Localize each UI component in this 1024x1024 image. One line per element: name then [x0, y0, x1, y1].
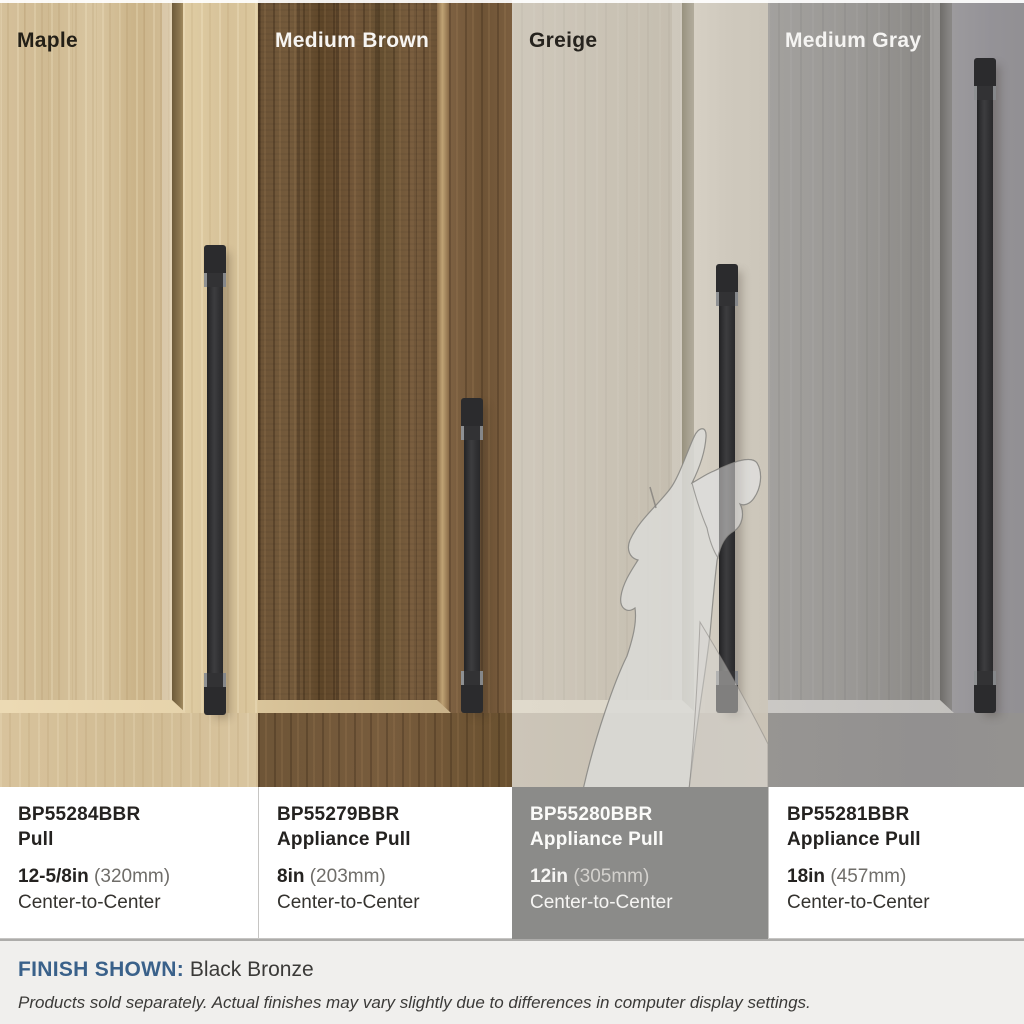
size-inches: 12in: [530, 866, 569, 887]
product-info-medium-gray: [768, 787, 1024, 939]
size-line: [18, 864, 248, 890]
product-type: Pull: [18, 829, 54, 850]
appliance-pull-handle: [204, 245, 226, 715]
finish-column-medium-gray: [768, 0, 1024, 787]
appliance-pull-handle: [461, 398, 483, 713]
center-to-center-label: Center-to-Center: [18, 892, 161, 913]
door-gap-shadow: [172, 0, 183, 713]
hand-fingers-overlay: [575, 418, 768, 787]
panel-bottom-bevel: [258, 700, 451, 713]
top-edge-highlight: [0, 0, 1024, 3]
finish-footer-bar: [0, 939, 1024, 1024]
disclaimer-note: Products sold separately. Actual finishes may vary slightly due to differences in computer display settings.: [18, 993, 811, 1012]
size-inches: 18in: [787, 866, 826, 887]
size-mm: (457mm): [830, 866, 907, 887]
part-number: BP55281BBR: [787, 804, 910, 825]
part-number: BP55284BBR: [18, 804, 141, 825]
pull-top-post: [716, 264, 738, 294]
part-number: BP55279BBR: [277, 804, 400, 825]
size-inches: 8in: [277, 866, 305, 887]
product-type: Appliance Pull: [277, 829, 411, 850]
finish-shown-line: [18, 958, 1024, 982]
size-inches: 12-5/8in: [18, 866, 89, 887]
pull-top-post: [974, 58, 996, 88]
finish-name-label: Medium Brown: [275, 29, 430, 52]
door-bottom-rail: [258, 713, 512, 787]
pull-bar: [207, 247, 223, 713]
product-info-medium-brown: [258, 787, 512, 939]
product-info-maple: [0, 787, 258, 939]
pull-top-post: [204, 245, 226, 275]
center-to-center-label: Center-to-Center: [277, 892, 420, 913]
center-to-center-label: Center-to-Center: [787, 892, 930, 913]
product-info-greige-highlighted: [512, 787, 768, 939]
size-line: [277, 864, 502, 890]
pull-bottom-post: [461, 683, 483, 713]
panel-side-bevel: [162, 0, 172, 713]
finish-shown-label: FINISH SHOWN:: [18, 958, 185, 981]
size-line: [787, 864, 1014, 890]
size-mm: (305mm): [573, 866, 650, 887]
door-bottom-rail: [0, 713, 258, 787]
size-mm: (320mm): [94, 866, 171, 887]
door-gap-shadow: [940, 0, 952, 713]
size-line: [530, 864, 758, 890]
finish-name-label: Medium Gray: [785, 29, 922, 52]
finish-column-maple: [0, 0, 258, 787]
appliance-pull-handle: [974, 58, 996, 713]
finish-name-label: Greige: [529, 29, 598, 52]
pull-top-post: [461, 398, 483, 428]
part-number: BP55280BBR: [530, 804, 653, 825]
finish-column-medium-brown: [258, 0, 512, 787]
pull-bottom-post: [204, 685, 226, 715]
cabinet-door-face: [258, 0, 437, 713]
panel-side-bevel: [930, 0, 940, 713]
size-mm: (203mm): [309, 866, 386, 887]
product-type: Appliance Pull: [530, 829, 664, 850]
pull-bar: [464, 400, 480, 711]
pull-bottom-post: [974, 683, 996, 713]
door-bottom-rail: [768, 713, 1024, 787]
cabinet-door-face: [0, 0, 172, 713]
panel-bottom-bevel: [768, 700, 954, 713]
product-info-row: [0, 787, 1024, 939]
product-type: Appliance Pull: [787, 829, 921, 850]
cabinet-door-face: [768, 0, 940, 713]
finish-name-label: Maple: [17, 29, 79, 52]
center-to-center-label: Center-to-Center: [530, 892, 673, 913]
finish-shown-value: Black Bronze: [189, 958, 314, 981]
pull-bar: [977, 60, 993, 711]
door-gap-highlight: [437, 0, 449, 713]
finish-column-greige: [512, 0, 768, 787]
panel-bottom-bevel: [0, 700, 186, 713]
